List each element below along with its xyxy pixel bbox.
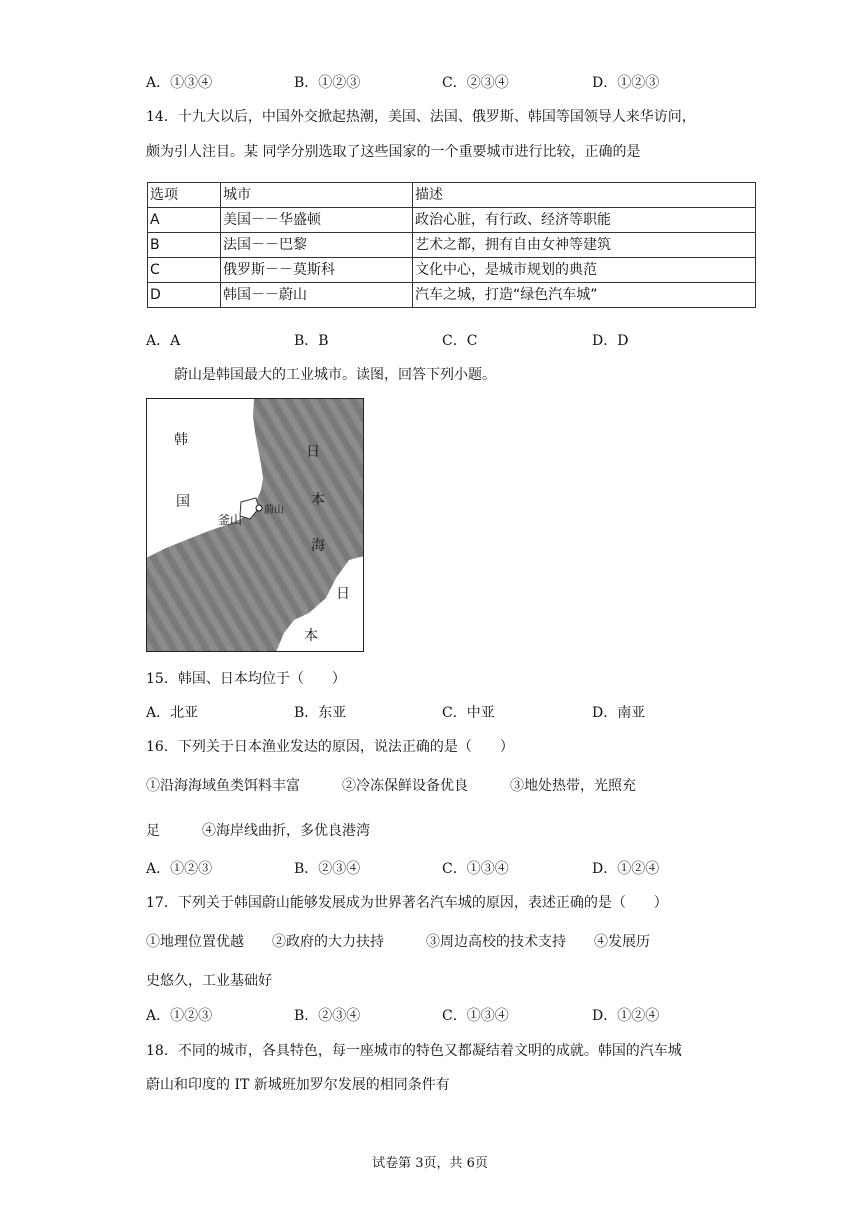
map-label-ulsan: 蔚山 bbox=[264, 505, 284, 516]
map-label-japan-1: 日 bbox=[336, 586, 350, 602]
q15-option-b: B．东亚 bbox=[294, 705, 347, 721]
q17-items-line2: 史悠久，工业基础好 bbox=[146, 973, 272, 989]
q16-option-c: C．①③④ bbox=[442, 861, 509, 877]
q16-option-d: D．①②④ bbox=[592, 861, 660, 877]
table-cell: C bbox=[148, 258, 221, 283]
table-cell: B bbox=[148, 233, 221, 258]
table-header-cell: 城市 bbox=[221, 183, 413, 208]
table-cell: 艺术之都，拥有自由女神等建筑 bbox=[413, 233, 756, 258]
table-cell: 文化中心，是城市规划的典范 bbox=[413, 258, 756, 283]
q17-option-b: B．②③④ bbox=[294, 1008, 361, 1024]
q17-items-line1: ①地理位置优越 ②政府的大力扶持 ③周边高校的技术支持 ④发展历 bbox=[146, 934, 650, 950]
table-cell: A bbox=[148, 208, 221, 233]
map-label-busan: 釜山 bbox=[218, 513, 243, 527]
ulsan-marker bbox=[256, 505, 262, 511]
q15-option-c: C．中亚 bbox=[442, 705, 495, 721]
q14-option-a: A．A bbox=[146, 333, 181, 349]
q18-stem-line1: 18．不同的城市，各具特色，每一座城市的特色又都凝结着文明的成就。韩国的汽车城 bbox=[146, 1043, 682, 1059]
table-cell: 法国－－巴黎 bbox=[221, 233, 413, 258]
table-header-row bbox=[148, 183, 756, 208]
q16-items-line1: ①沿海海域鱼类饵料丰富 ②冷冻保鲜设备优良 ③地处热带，光照充 bbox=[146, 778, 636, 794]
table-row bbox=[148, 283, 756, 308]
q17-option-d: D．①②④ bbox=[592, 1008, 660, 1024]
q14-option-d: D．D bbox=[592, 333, 629, 349]
q13-option-b: B．①②③ bbox=[294, 75, 361, 91]
q17-options bbox=[146, 1006, 706, 1026]
q14-stem-line2: 颇为引人注目。某 同学分别选取了这些国家的一个重要城市进行比较，正确的是 bbox=[146, 144, 641, 160]
q14-options bbox=[146, 331, 706, 351]
q17-option-a: A．①②③ bbox=[146, 1008, 213, 1024]
table-cell: D bbox=[148, 283, 221, 308]
q14-table bbox=[147, 182, 756, 308]
q15-option-d: D．南亚 bbox=[592, 705, 646, 721]
map-label-sea-3: 海 bbox=[311, 538, 325, 554]
q18-stem-line2: 蔚山和印度的 IT 新城班加罗尔发展的相同条件有 bbox=[146, 1077, 450, 1093]
map-label-japan-2: 本 bbox=[304, 628, 318, 644]
table-cell: 政治心脏，有行政、经济等职能 bbox=[413, 208, 756, 233]
table-cell: 汽车之城，打造“绿色汽车城” bbox=[413, 283, 756, 308]
q14-stem-line1: 14．十九大以后，中国外交掀起热潮，美国、法国、俄罗斯、韩国等国领导人来华访问， bbox=[146, 109, 696, 125]
table-row bbox=[148, 258, 756, 283]
q16-option-a: A．①②③ bbox=[146, 861, 213, 877]
q13-option-a: A．①③④ bbox=[146, 75, 213, 91]
map-label-korea-2: 国 bbox=[176, 494, 190, 510]
q15-stem: 15．韩国、日本均位于（ ） bbox=[146, 671, 346, 687]
q14-option-b: B．B bbox=[294, 333, 329, 349]
ulsan-region-map bbox=[146, 398, 364, 652]
q16-items-line2: 足 ④海岸线曲折，多优良港湾 bbox=[146, 823, 370, 839]
q17-stem: 17．下列关于韩国蔚山能够发展成为世界著名汽车城的原因，表述正确的是（ ） bbox=[146, 895, 668, 911]
q16-options bbox=[146, 859, 706, 879]
q15-options bbox=[146, 703, 706, 723]
page-footer: 试卷第 3页，共 6页 bbox=[372, 1156, 488, 1171]
q15-option-a: A．北亚 bbox=[146, 705, 199, 721]
q14-option-c: C．C bbox=[442, 333, 478, 349]
map-label-sea-1: 日 bbox=[306, 444, 320, 460]
table-cell: 韩国－－蔚山 bbox=[221, 283, 413, 308]
q13-option-d: D．①②③ bbox=[592, 75, 660, 91]
map-label-sea-2: 本 bbox=[311, 492, 325, 508]
q16-stem: 16．下列关于日本渔业发达的原因，说法正确的是（ ） bbox=[146, 739, 514, 755]
reading-intro: 蔚山是韩国最大的工业城市。读图，回答下列小题。 bbox=[174, 367, 496, 383]
q16-option-b: B．②③④ bbox=[294, 861, 361, 877]
table-header-cell: 描述 bbox=[413, 183, 756, 208]
map-label-korea-1: 韩 bbox=[174, 432, 188, 448]
table-cell: 俄罗斯－－莫斯科 bbox=[221, 258, 413, 283]
q17-option-c: C．①③④ bbox=[442, 1008, 509, 1024]
table-cell: 美国－－华盛顿 bbox=[221, 208, 413, 233]
q13-options bbox=[146, 73, 706, 93]
table-row bbox=[148, 233, 756, 258]
q13-option-c: C．②③④ bbox=[442, 75, 509, 91]
table-header-cell: 选项 bbox=[148, 183, 221, 208]
table-row bbox=[148, 208, 756, 233]
